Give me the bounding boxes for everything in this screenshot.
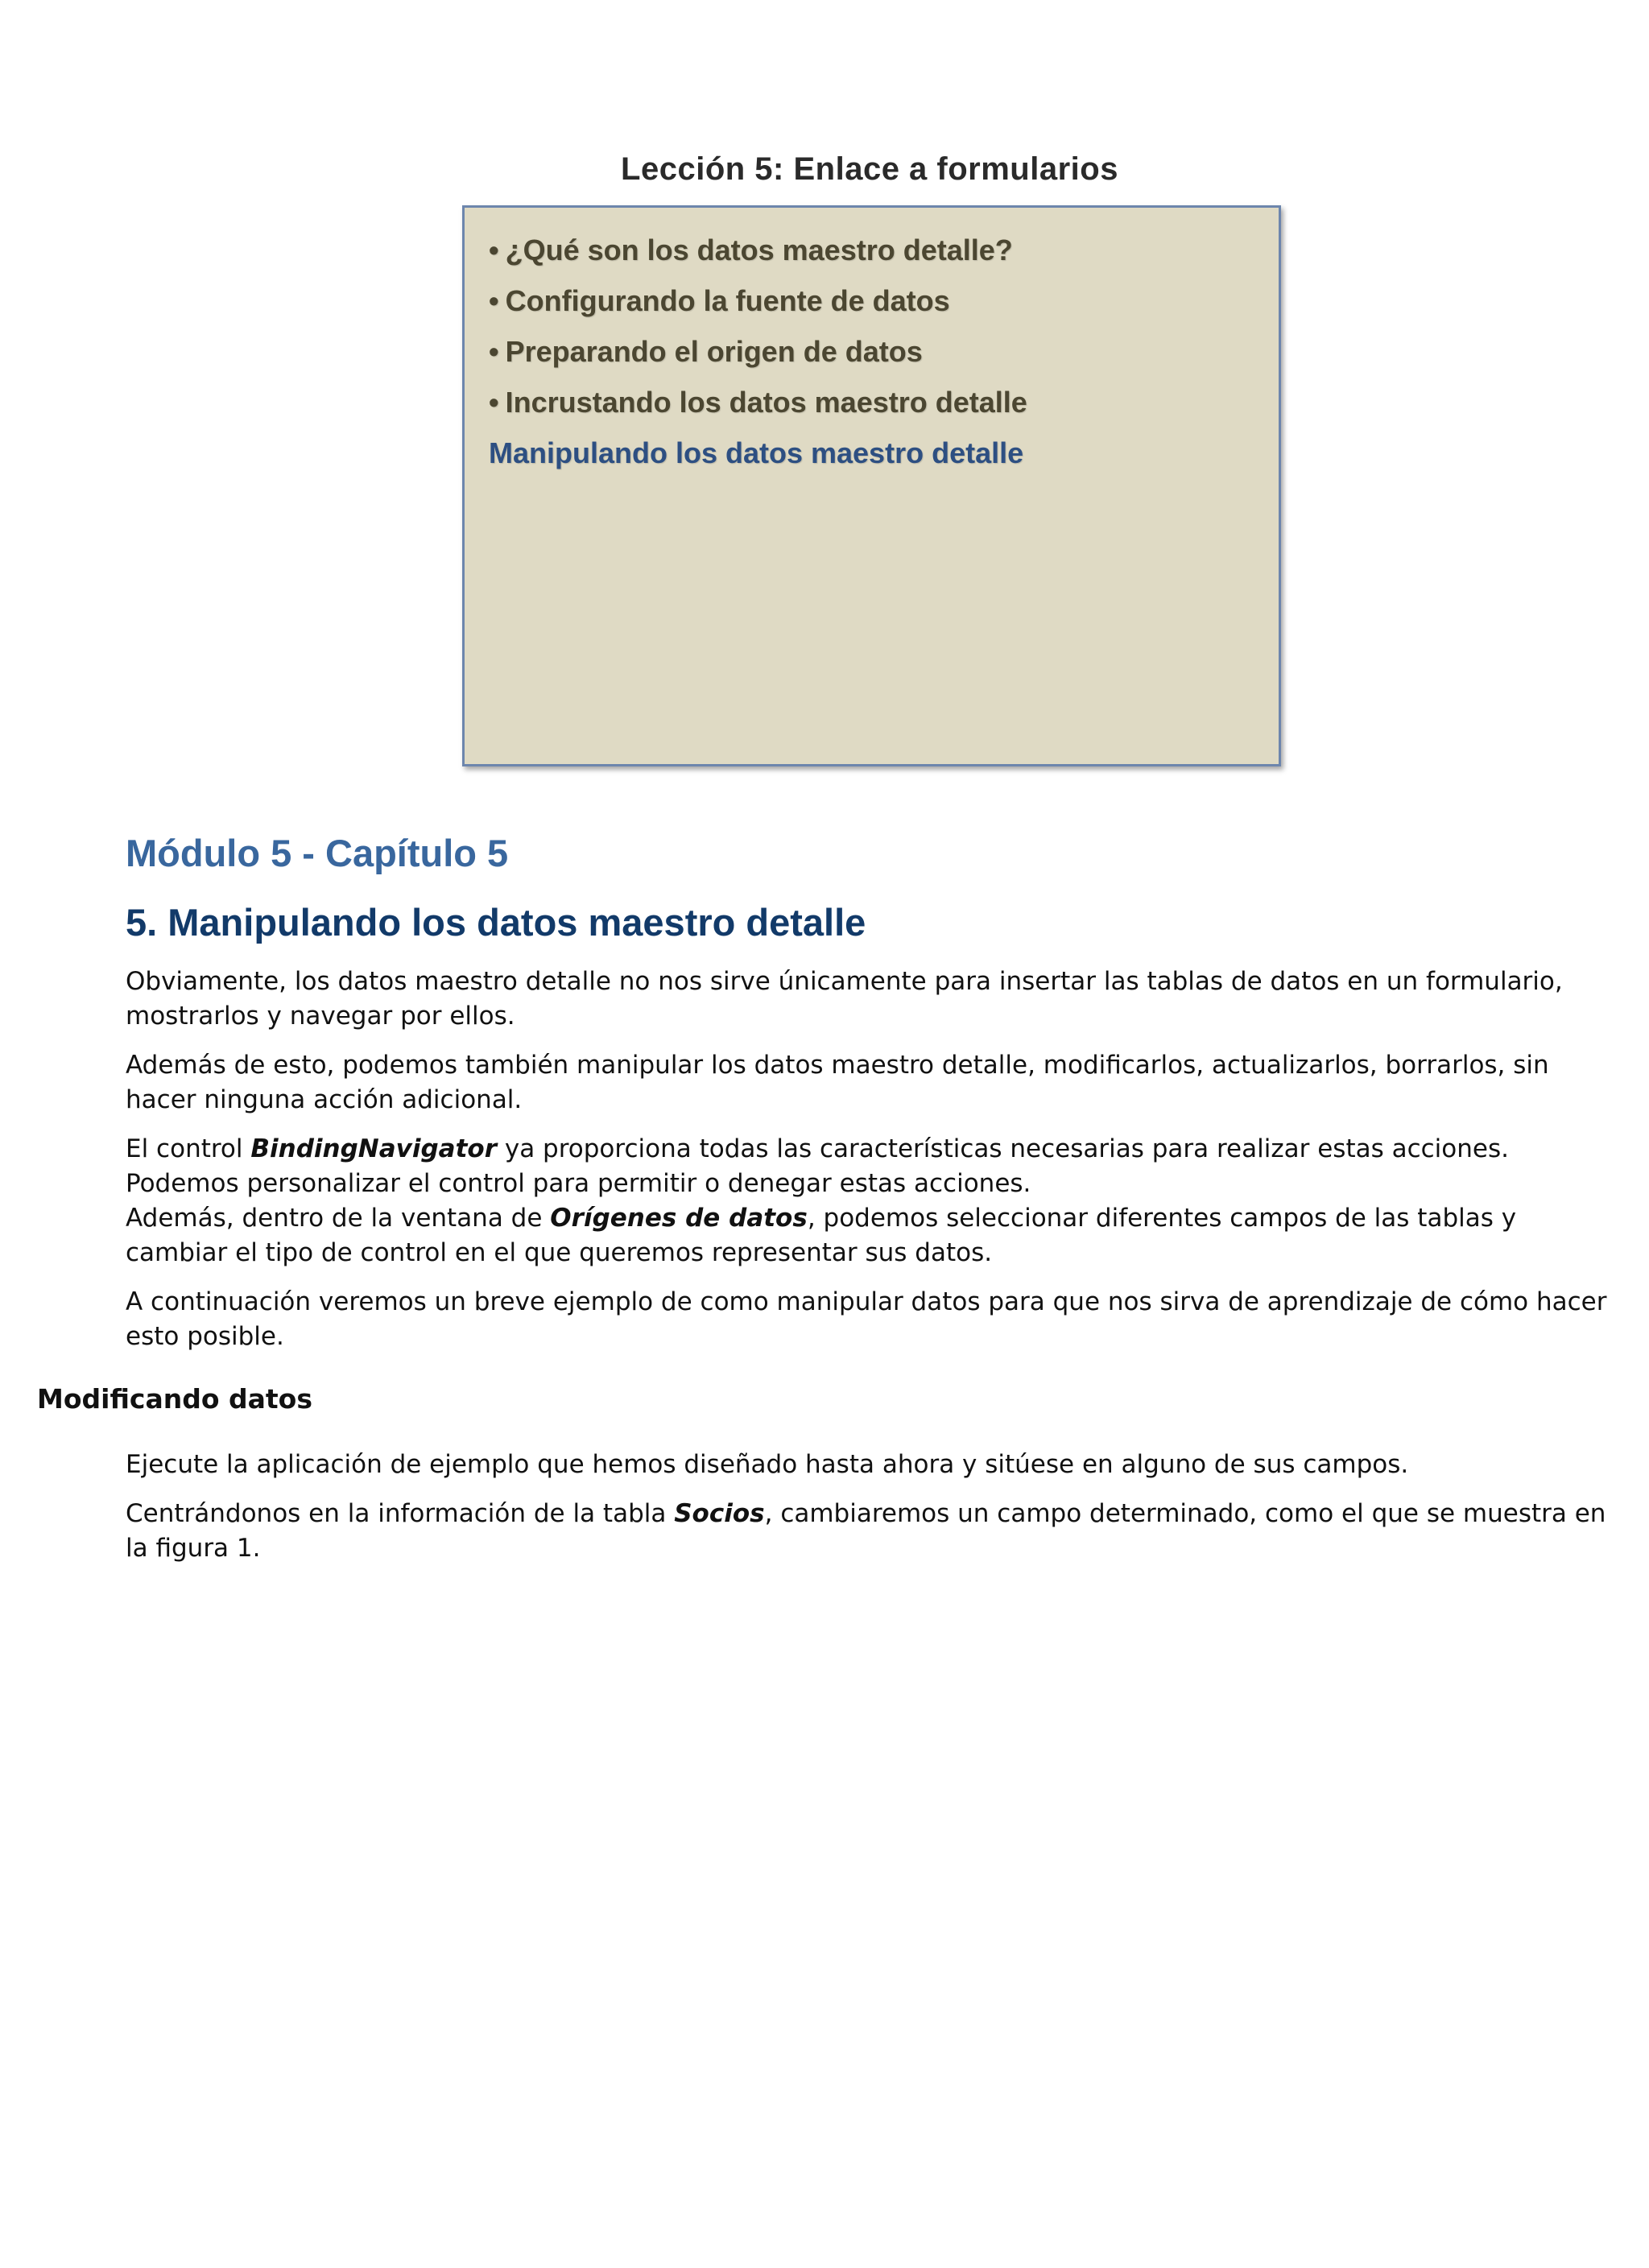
paragraph: Obviamente, los datos maestro detalle no nos sirve únicamente para insertar las tablas de datos en un formulario, mostrarlos y navegar por ellos.	[126, 967, 1563, 1031]
subsection-heading: Modificando datos	[37, 1383, 312, 1415]
bullet-icon: •	[489, 284, 499, 317]
slide-topic-item: • Configurando la fuente de datos	[489, 284, 950, 317]
section-heading: 5. Manipulando los datos maestro detalle	[126, 901, 866, 944]
paragraph: A continuación veremos un breve ejemplo de como manipular datos para que nos sirva de aprendizaje de cómo hacer esto posible.	[126, 1287, 1607, 1351]
bullet-icon: •	[489, 386, 499, 419]
slide-topic-item: • Preparando el origen de datos	[489, 335, 923, 368]
term-binding-navigator: BindingNavigator	[250, 1134, 497, 1163]
module-heading: Módulo 5 - Capítulo 5	[126, 832, 509, 874]
slide-topic-item: • ¿Qué son los datos maestro detalle?	[489, 233, 1013, 266]
paragraph: Además de esto, podemos también manipular los datos maestro detalle, modificarlos, actualizarlos, borrarlos, sin hacer ninguna acción adicional.	[126, 1051, 1549, 1114]
slide-box	[462, 205, 1281, 766]
bullet-icon: •	[489, 233, 499, 266]
slide-topic-list	[489, 230, 1027, 484]
term-socios: Socios	[674, 1499, 765, 1528]
slide-topic-item: • Incrustando los datos maestro detalle	[489, 386, 1027, 419]
paragraph: Centrándonos en la información de la tabla Socios, cambiaremos un campo determinado, como el que se muestra en la figura 1.	[126, 1499, 1606, 1563]
term-origenes-de-datos: Orígenes de datos	[550, 1204, 808, 1233]
slide-title: Lección 5: Enlace a formularios	[621, 151, 1118, 187]
paragraph: Ejecute la aplicación de ejemplo que hemos diseñado hasta ahora y sitúese en alguno de sus campos.	[126, 1450, 1409, 1479]
slide-topic-item-active: Manipulando los datos maestro detalle	[489, 436, 1024, 469]
bullet-icon: •	[489, 335, 499, 368]
paragraph: El control BindingNavigator ya proporciona todas las características necesarias para realizar estas acciones. Podemos personalizar el control para permitir o denegar estas acciones. Además, dentro de la ventana de Orígenes de datos, podemos seleccionar diferentes campos de las tablas y cambiar el tipo de control en el que queremos representar sus datos.	[126, 1134, 1517, 1267]
